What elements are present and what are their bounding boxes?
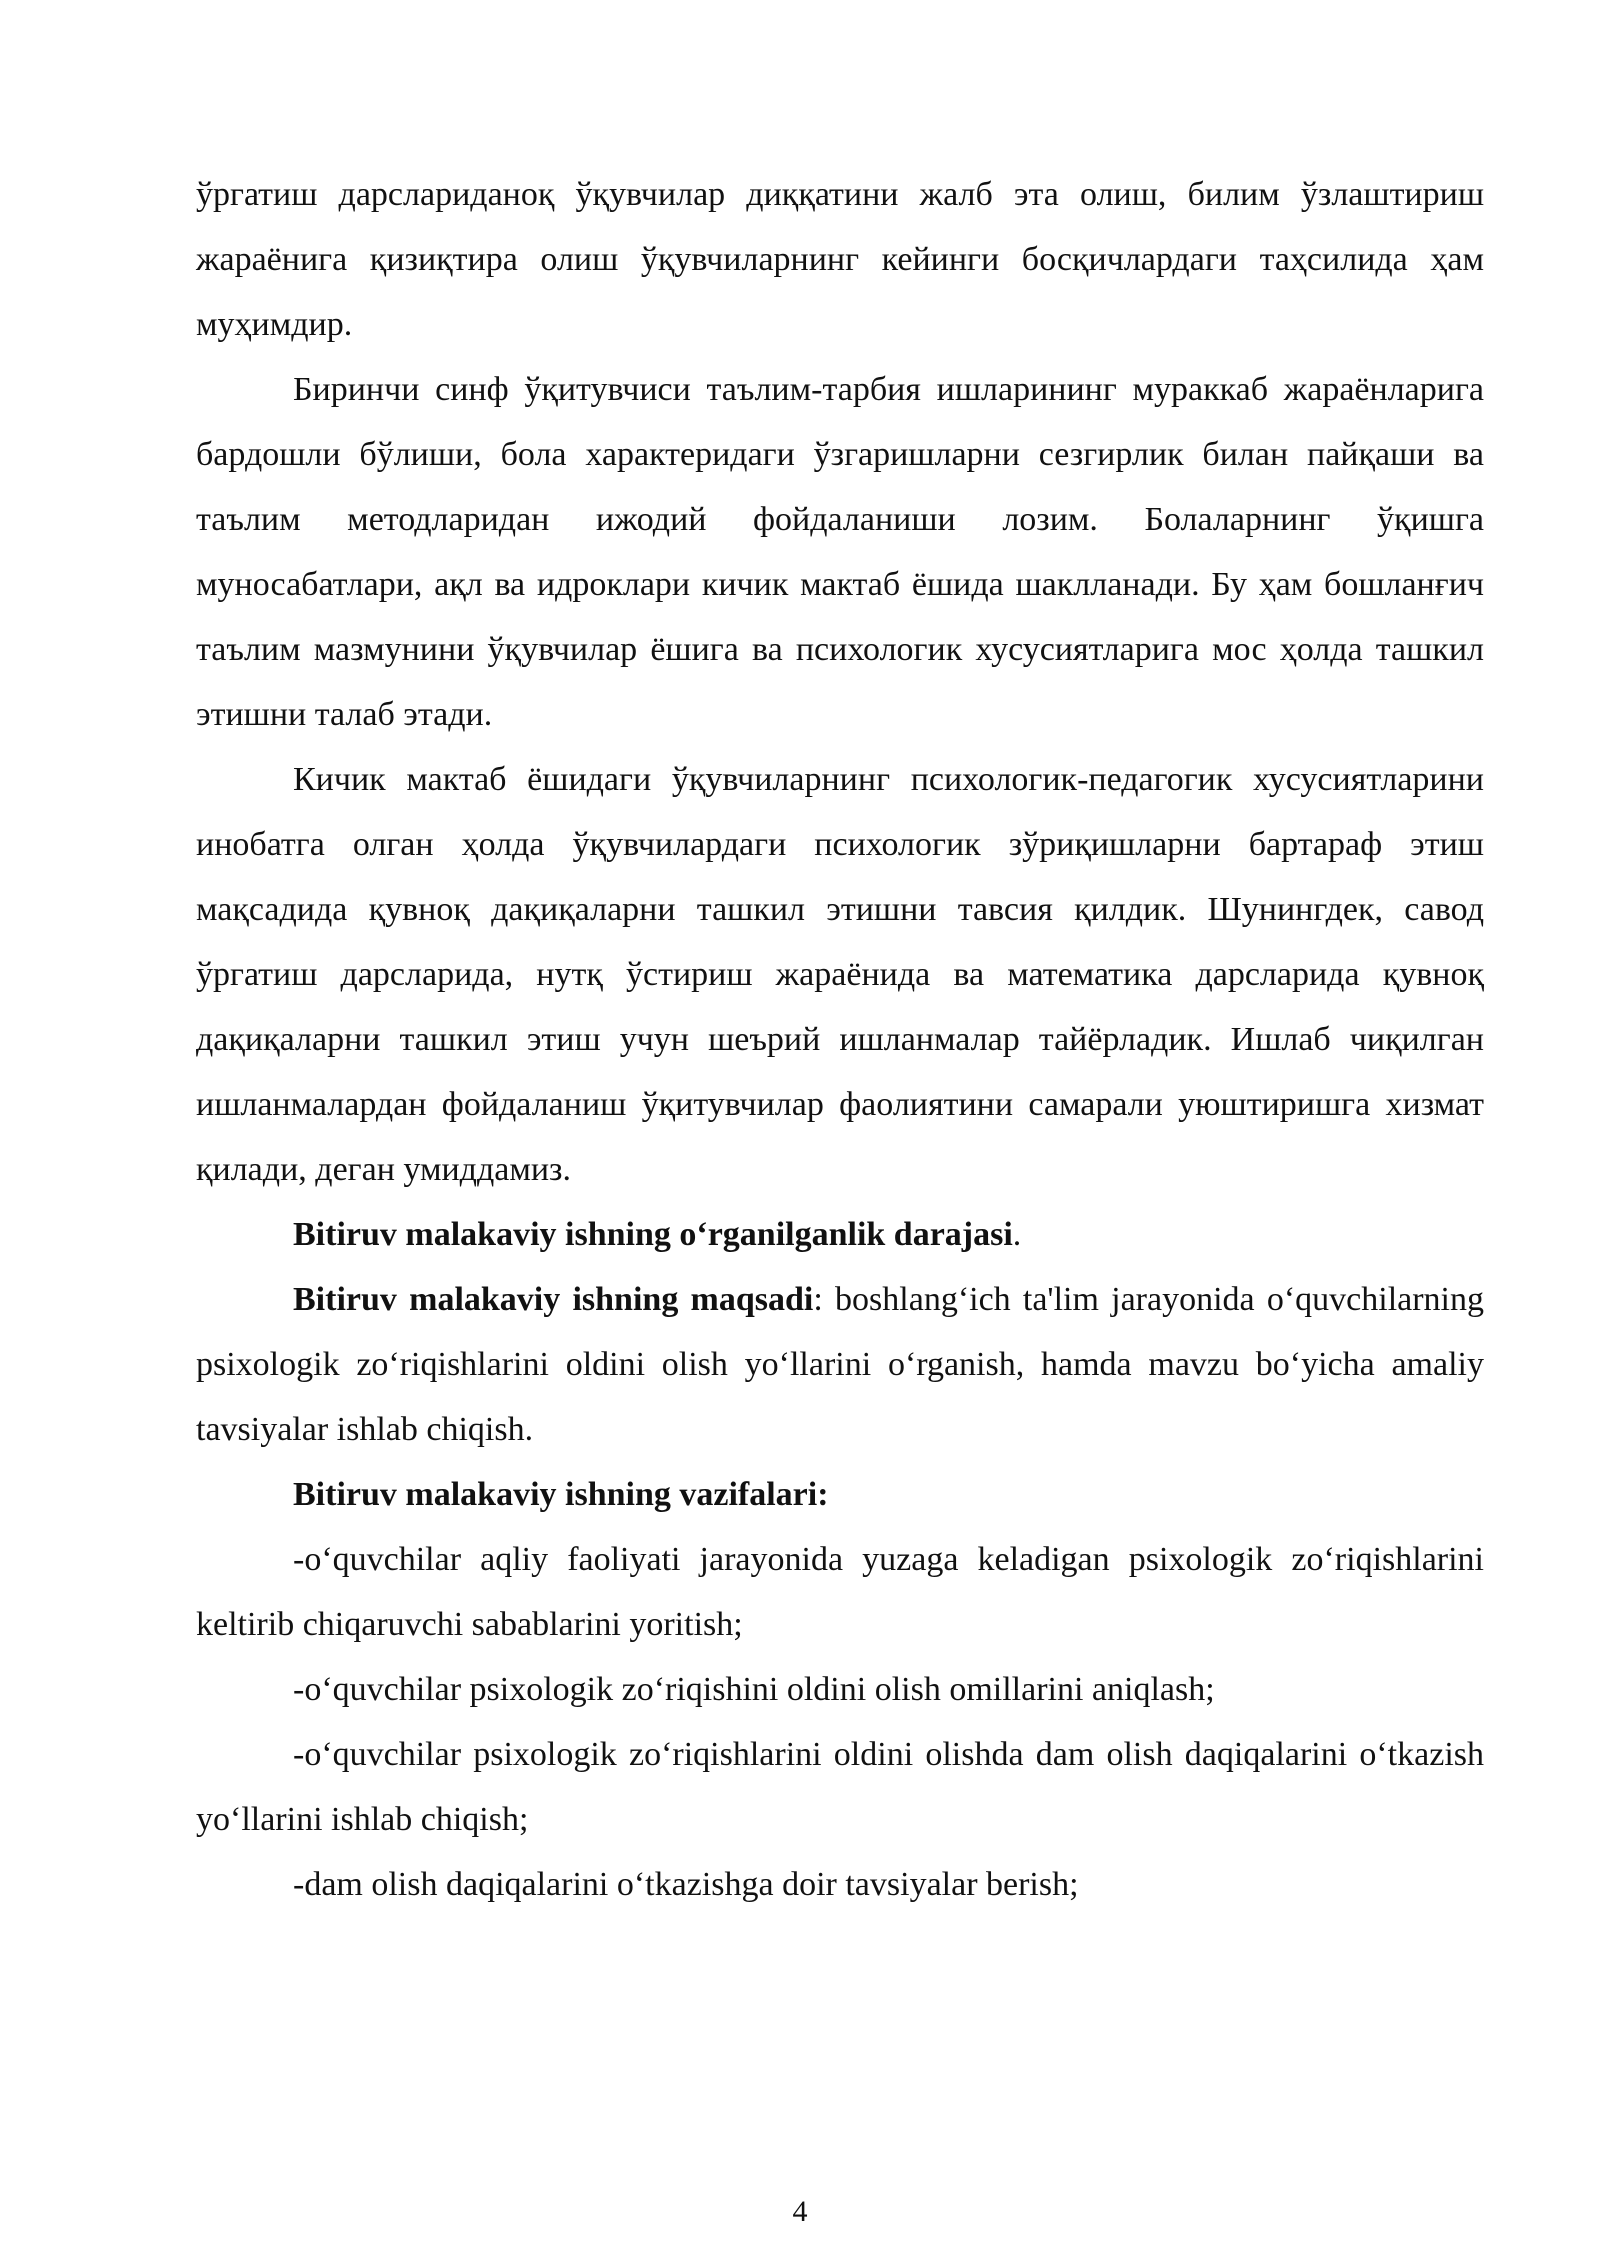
degree-of-study-label: Bitiruv malakaviy ishning oʻrganilganlik darajasi	[293, 1216, 1013, 1253]
purpose-text: : boshlangʻich ta'lim jarayonida oʻquvchilarning psixologik zoʻriqishlarini oldini olish yoʻllarini oʻrganish, hamda mavzu boʻyicha amaliy tavsiyalar ishlab chiqish.	[196, 1281, 1485, 1448]
degree-of-study-suffix: .	[1012, 1216, 1022, 1253]
paragraph-first-grade-teacher: Биринчи синф ўқитувчиси таълим-тарбия ишларининг мураккаб жараёнларига бардошли бўлиши, бола характеридаги ўзгаришларни сезгирлик билан пайқаши ва таълим методларидан ижодий фойдаланиши лозим. Болаларнинг ўқишга муносабатлари, ақл ва идроклари кичик мактаб ёшида шаклланади. Бу ҳам бошланғич таълим мазмунини ўқувчилар ёшига ва психологик хусусиятларига мос ҳолда ташкил этишни талаб этади.	[196, 371, 1484, 733]
task-item: -oʻquvchilar aqliy faoliyati jarayonida yuzaga keladigan psixologik zoʻriqishlarini keltirib chiqaruvchi sabablarini yoritish;	[196, 1541, 1484, 1643]
purpose-paragraph	[196, 1267, 1484, 1462]
task-item: -oʻquvchilar psixologik zoʻriqishlarini oldini olishda dam olish daqiqalarini oʻtkazish yoʻllarini ishlab chiqish;	[196, 1736, 1484, 1838]
tasks-heading: Bitiruv malakaviy ishning vazifalari:	[293, 1476, 829, 1513]
task-item: -oʻquvchilar psixologik zoʻriqishini oldini olish omillarini aniqlash;	[293, 1671, 1215, 1708]
paragraph-psychological-features: Кичик мактаб ёшидаги ўқувчиларнинг психологик-педагогик хусусиятларини инобатга олган ҳолда ўқувчилардаги психологик зўриқишларни бартараф этиш мақсадида қувноқ дақиқаларни ташкил этишни тавсия қилдик. Шунингдек, савод ўргатиш дарсларида, нутқ ўстириш жараёнида ва математика дарсларида қувноқ дақиқаларни ташкил этиш учун шеърий ишланмалар тайёрладик. Ишлаб чиқилган ишланмалардан фойдаланиш ўқитувчилар фаолиятини самарали уюштиришга хизмат қилади, деган умиддамиз.	[196, 761, 1484, 1188]
page-number: 4	[792, 2195, 808, 2228]
document-body	[196, 162, 1484, 1917]
paragraph-lesson-attention: ўргатиш дарслариданоқ ўқувчилар диққатини жалб эта олиш, билим ўзлаштириш жараёнига қизиқтира олиш ўқувчиларнинг кейинги босқичлардаги таҳсилида ҳам муҳимдир.	[196, 176, 1484, 343]
task-item: -dam olish daqiqalarini oʻtkazishga doir tavsiyalar berish;	[293, 1866, 1079, 1903]
degree-of-study-heading	[196, 1202, 1484, 1267]
purpose-label: Bitiruv malakaviy ishning maqsadi	[293, 1281, 814, 1318]
